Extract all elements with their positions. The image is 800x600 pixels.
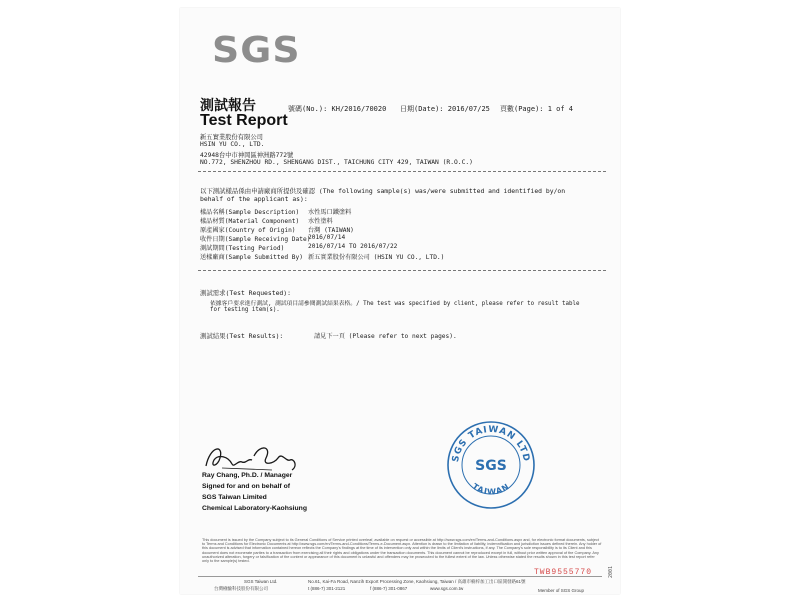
signatory-name: Ray Chang, Ph.D. / Manager [202,472,293,479]
test-requested-label: 測試需求(Test Requested): [200,289,291,297]
stamp-bottom-text: TAIWAN [470,481,512,497]
report-date-value: 2016/07/25 [447,105,490,113]
intro-line-1: 以下測試樣品係由申請廠商所提供及確認 (The following sample(s) was/were submitted and identified by/on [200,187,566,195]
footer-company: SGS Taiwan Ltd. [244,579,278,584]
legal-fineprint: This document is issued by the Company subject to its General Conditions of Service printed overleaf, available on request or accessible at http://www.sgs.com/en/Terms-and-Conditions.aspx and, for electronic format documents, subject to Terms and Conditions for Electronic Documents at http://www.sgs.com/en/Terms-and-Conditions/Terms-e-Document.aspx. Attention is drawn to the limitation of liability, indemnification and jurisdiction issues defined therein. Any holder of this document is advised that information contained hereon reflects the Company's findings at the time of its intervention only and within the limits of Client's instructions, if any. The Company's sole responsibility is to its Client and this document does not exonerate parties to a transaction from exercising all their rights and obligations under the transaction documents. This document cannot be reproduced except in full, without prior written approval of the Company. Any unauthorized alteration, forgery or falsification of the content or appearance of this document is unlawful and offenders may be prosecuted to the fullest extent of the law. Unless otherwise stated the results shown in this test report refer only to the sample(s) tested. [202,538,602,564]
footer-divider [198,576,602,577]
svg-text:TAIWAN [471,482,512,497]
sgs-logo: SGS [212,30,301,71]
divider [198,270,606,271]
report-page [500,104,573,114]
applicant-name-zh: 新五實業股份有限公司 [200,134,263,141]
report-page-label: 頁數(Page): [500,105,544,113]
report-page-value: 1 of 4 [547,105,574,113]
report-date-label: 日期(Date): [400,105,444,113]
report-number-value: KH/2016/70020 [331,105,387,113]
field-label: 原產國家(Country of Origin) [200,227,296,234]
stamp-ring-text: SGS TAIWAN LTD [451,424,532,464]
footer-fax: f (886-7) 301-0867 [370,586,408,591]
divider [198,171,606,172]
report-title-en: Test Report [200,112,288,129]
report-date [400,104,490,114]
field-label: 收件日期(Sample Receiving Date) [200,236,311,243]
intro-line-2: behalf of the applicant as): [200,195,308,203]
footer-company-zh: 台灣檢驗科技股份有限公司 [214,586,268,591]
field-label: 樣品材質(Material Component) [200,218,300,225]
test-results-value: 請見下一頁 (Please refer to next pages). [314,333,457,340]
report-number [288,104,386,114]
field-value: 2016/07/14 [308,234,346,241]
signatory-lab: Chemical Laboratory-Kaohsiung [202,505,307,512]
field-value: 2016/07/14 TO 2016/07/22 [308,243,398,250]
serial-number: TWB9555770 [534,568,593,577]
field-label: 送樣廠商(Sample Submitted By) [200,254,303,261]
stamp-center-text: SGS [475,458,507,474]
footer-phone: t (886-7) 301-2121 [308,586,346,591]
field-label: 測試期間(Testing Period) [200,245,285,252]
field-value: 水性塗料 [308,218,333,225]
signatory-on-behalf: Signed for and on behalf of [202,483,290,490]
field-value: 台灣 (TAIWAN) [308,227,354,234]
test-results-label: 測試結果(Test Results): [200,332,284,340]
footer-web: www.sgs.com.tw [430,586,464,591]
test-requested-line-2: for testing item(s). [210,307,280,313]
footer-member: Member of SGS Group [538,588,585,593]
footer-address: No.61, Kai-Fa Road, Nanzih Export Processing Zone, Kaohsiung, Taiwan / 高雄市楠梓加工出口區開發路61號 [308,579,526,584]
field-value: 新五實業股份有限公司 (HSIN YU CO., LTD.) [308,254,445,261]
report-number-label: 號碼(No.): [288,105,328,113]
applicant-name-en: HSIN YU CO., LTD. [200,141,265,148]
applicant-address-en: NO.772, SHENZHOU RD., SHENGANG DIST., TAICHUNG CITY 429, TAIWAN (R.O.C.) [200,159,473,166]
applicant-address-zh: 42948台中市神岡區神洲路772號 [200,152,294,159]
report-title-zh: 測試報告 [200,98,256,114]
signatory-company: SGS Taiwan Limited [202,494,267,501]
field-value: 水性馬口鐵塗料 [308,209,352,216]
test-report-page [180,8,620,594]
test-requested-line-1: 依據客戶要求進行測試, 測試項目請參閱測試結果表格。/ The test was specified by client, please refer to result table [210,301,580,307]
field-label: 樣品名稱(Sample Description) [200,209,300,216]
sgs-seal-stamp [446,420,536,510]
side-form-number: 2001 [608,565,614,578]
